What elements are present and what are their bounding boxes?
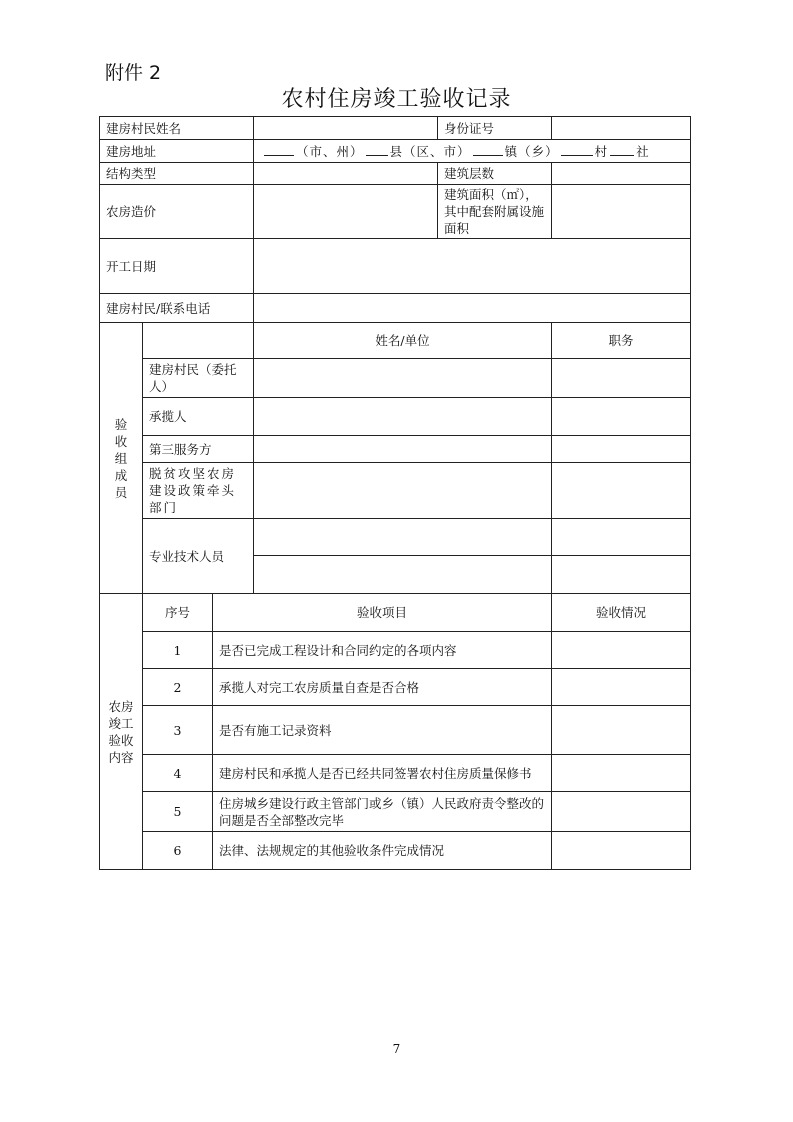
item-no: 4 — [143, 755, 213, 792]
team-row — [100, 519, 691, 556]
address-village: 村 — [594, 143, 609, 159]
team-role: 脱贫攻坚农房建设政策牵头部门 — [143, 463, 254, 519]
team-duty-field[interactable] — [552, 398, 691, 436]
page-number: 7 — [392, 1042, 401, 1056]
address-label: 建房地址 — [100, 140, 254, 163]
address-field[interactable] — [254, 140, 691, 163]
start-date-label: 开工日期 — [100, 239, 254, 294]
team-row — [100, 359, 691, 398]
team-name-field[interactable] — [254, 463, 552, 519]
row-start-date — [100, 239, 691, 294]
item-text: 建房村民和承揽人是否已经共同签署农村住房质量保修书 — [213, 755, 552, 792]
phone-field[interactable] — [254, 294, 691, 323]
row-structure — [100, 163, 691, 185]
item-no: 2 — [143, 669, 213, 706]
name-label: 建房村民姓名 — [100, 117, 254, 140]
item-row — [100, 706, 691, 755]
team-name-field[interactable] — [254, 398, 552, 436]
team-header-row — [100, 323, 691, 359]
item-row — [100, 632, 691, 669]
phone-label: 建房村民/联系电话 — [100, 294, 254, 323]
address-county: 县（区、市） — [389, 143, 471, 159]
item-no: 3 — [143, 706, 213, 755]
item-header: 验收项目 — [213, 594, 552, 632]
row-cost — [100, 185, 691, 239]
item-row — [100, 669, 691, 706]
team-name-field[interactable] — [254, 519, 552, 556]
item-text: 是否有施工记录资料 — [213, 706, 552, 755]
item-text: 承揽人对完工农房质量自查是否合格 — [213, 669, 552, 706]
name-unit-header: 姓名/单位 — [254, 323, 552, 359]
item-text: 住房城乡建设行政主管部门或乡（镇）人民政府责令整改的问题是否全部整改完毕 — [213, 792, 552, 832]
duty-header: 职务 — [552, 323, 691, 359]
item-row — [100, 792, 691, 832]
item-status-field[interactable] — [552, 669, 691, 706]
floors-label: 建筑层数 — [438, 163, 552, 185]
status-header: 验收情况 — [552, 594, 691, 632]
item-no: 6 — [143, 832, 213, 870]
team-name-field[interactable] — [254, 436, 552, 463]
structure-field[interactable] — [254, 163, 438, 185]
item-text: 是否已完成工程设计和合同约定的各项内容 — [213, 632, 552, 669]
item-text: 法律、法规规定的其他验收条件完成情况 — [213, 832, 552, 870]
team-role: 承揽人 — [143, 398, 254, 436]
team-name-field[interactable] — [254, 359, 552, 398]
team-role: 专业技术人员 — [143, 519, 254, 594]
team-duty-field[interactable] — [552, 463, 691, 519]
address-town: 镇（乡） — [504, 143, 559, 159]
team-row — [100, 463, 691, 519]
row-address — [100, 140, 691, 163]
seq-header: 序号 — [143, 594, 213, 632]
name-field[interactable] — [254, 117, 438, 140]
acceptance-section-label: 农房 竣工 验收 内容 — [100, 594, 143, 870]
page-title: 农村住房竣工验收记录 — [281, 87, 512, 112]
row-name-id — [100, 117, 691, 140]
structure-label: 结构类型 — [100, 163, 254, 185]
items-header-row — [100, 594, 691, 632]
area-field[interactable] — [552, 185, 691, 239]
team-duty-field[interactable] — [552, 556, 691, 594]
cost-label: 农房造价 — [100, 185, 254, 239]
team-row — [100, 398, 691, 436]
team-duty-field[interactable] — [552, 359, 691, 398]
id-label: 身份证号 — [438, 117, 552, 140]
team-row — [100, 436, 691, 463]
team-role: 建房村民（委托人） — [143, 359, 254, 398]
attachment-label: 附件 2 — [105, 62, 162, 84]
team-section-label: 验 收 组 成 员 — [100, 323, 143, 594]
team-name-field[interactable] — [254, 556, 552, 594]
id-field[interactable] — [552, 117, 691, 140]
row-phone — [100, 294, 691, 323]
item-row — [100, 755, 691, 792]
acceptance-form — [99, 116, 691, 870]
cost-field[interactable] — [254, 185, 438, 239]
item-status-field[interactable] — [552, 755, 691, 792]
team-duty-field[interactable] — [552, 519, 691, 556]
item-status-field[interactable] — [552, 832, 691, 870]
item-no: 5 — [143, 792, 213, 832]
address-city: （市、州） — [296, 143, 364, 159]
item-status-field[interactable] — [552, 792, 691, 832]
item-status-field[interactable] — [552, 632, 691, 669]
floors-field[interactable] — [552, 163, 691, 185]
item-status-field[interactable] — [552, 706, 691, 755]
area-label: 建筑面积（㎡），其中配套附属设施面积 — [438, 185, 552, 239]
address-group: 社 — [636, 143, 650, 159]
item-no: 1 — [143, 632, 213, 669]
team-role: 第三服务方 — [143, 436, 254, 463]
item-row — [100, 832, 691, 870]
start-date-field[interactable] — [254, 239, 691, 294]
team-duty-field[interactable] — [552, 436, 691, 463]
